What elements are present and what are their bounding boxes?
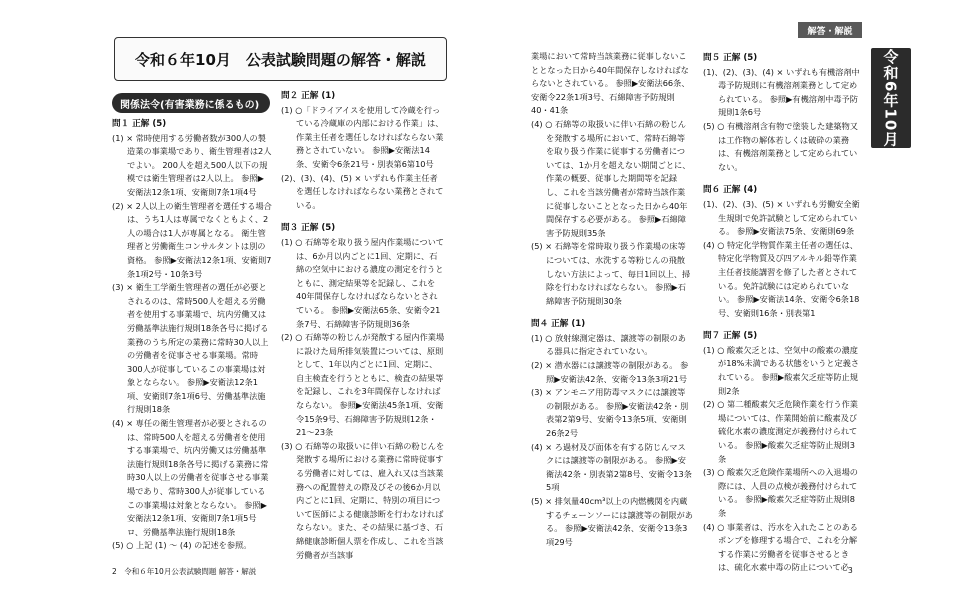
text-column-3 xyxy=(531,50,693,560)
question-heading: 問３ 正解 (5) xyxy=(281,223,336,234)
answer-paragraph: (5) × 排気量40cm³以上の内燃機関を内蔵するチェーンソーには譲渡等の制限がある。 参照▶安衛法42条、安衛令13条3項29号 xyxy=(531,496,693,547)
header-tag: 解答・解説 xyxy=(798,22,862,38)
answer-paragraph: (1)、(2)、(3)、(4) × いずれも有機溶剤中毒予防規則に有機溶剤業務として定められている。 参照▶有機溶剤中毒予防規則1条6号 xyxy=(703,66,860,118)
text-column-2 xyxy=(281,88,445,560)
answer-paragraph: (1) ○ 酸素欠乏とは、空気中の酸素の濃度が18%未満である状態をいうと定義されている。 参照▶酸素欠乏症等防止規則2条 xyxy=(703,344,860,396)
answer-paragraph: (4) ○ 事業者は、汚水を入れたことのあるポンプを修理する場合で、これを分解する作業に労働者を従事させるときは、硫化水素中毒の防止について必 xyxy=(703,521,858,573)
question-heading: 問５ 正解 (5) xyxy=(703,53,758,63)
answer-paragraph: (5) ○ 上記 (1) ～ (4) の記述を参照。 xyxy=(112,540,252,551)
answer-paragraph: (4) ○ 特定化学物質作業主任者の選任は、特定化学物質及び四アルキル鉛等作業主任者技能講習を修了した者とされている。免許試験には定められていない。 参照▶安衛法14条、安衛令6条18号、安衛則16条・別表第1 xyxy=(703,239,860,318)
text-column-1 xyxy=(112,116,272,560)
question-heading: 問２ 正解 (1) xyxy=(281,91,336,101)
answer-paragraph: (4) ○ 石綿等の取扱いに伴い石綿の粉じんを発散する場所において、常時石綿等を取り扱う作業に従事する労働者については、1か月を超えない期間ごとに、作業の概要、従事した期間等を記録し、これを当該労働者が常時当該作業に従事しないこととなった日から40年間保存する必要がある。 参照▶石綿障害予防規則35条 xyxy=(531,118,691,238)
answer-paragraph: 業場において常時当該業務に従事しないこととなった日から40年間保存しなければならないとされている。 参照▶安衛法66条、安衛令22条1項3号、石綿障害予防規則40・41条 xyxy=(531,51,690,116)
question-heading: 問４ 正解 (1) xyxy=(531,319,586,330)
answer-paragraph: (3) × アンモニア用防毒マスクには譲渡等の制限がある。 参照▶安衛法42条・別表第2第9号、安衛令13条5項、安衛則26条2号 xyxy=(531,387,689,439)
footer-left: 2 令和６年10月公表試験問題 解答・解説 xyxy=(112,567,257,576)
answer-paragraph: (1) ○ 石綿等を取り扱う屋内作業場については、6か月以内ごとに1回、定期に、石綿の空気中における濃度の測定を行うとともに、測定結果等を記録し、これを40年間保存しなければならないとされている。 参照▶安衛法65条、安衛令21条7号、石綿障害予防規則36条 xyxy=(281,236,444,329)
answer-paragraph: (3) × 衛生工学衛生管理者の選任が必要とされるのは、常時500人を超える労働者を使用する事業場で、坑内労働又は労働基準法施行規則18条各号に掲げる業務のうち所定の業務に常時30人以上の労働者を従事させる事業場。常時300人が従事しているこの事業場は対象とならない。 参照▶安衛法12条1項、安衛則7条1項6号、労働基準法施行規則18条 xyxy=(112,282,269,415)
answer-paragraph: (5) × 石綿等を常時取り扱う作業場の床等については、水洗する等粉じんの飛散しない方法によって、毎日1回以上、掃除を行わなければならない。 参照▶石綿障害予防規則30条 xyxy=(531,241,691,306)
answer-paragraph: (2) ○ 石綿等の粉じんが発散する屋内作業場に設けた局所排気装置については、原則として、1年以内ごとに1回、定期に、自主検査を行うとともに、検査の結果等を記録し、これを3年間保存しなければならない。 参照▶安衛法45条1項、安衛令15条9号、石綿障害予防規則12条・21～23条 xyxy=(281,332,445,438)
question-heading: 問７ 正解 (5) xyxy=(703,331,758,342)
section-heading: 関係法令(有害業務に係るもの) xyxy=(112,93,270,113)
answer-paragraph: (3) ○ 酸素欠乏危険作業場所への入退場の際には、人員の点検が義務付けられている。 参照▶酸素欠乏症等防止規則8条 xyxy=(703,467,858,518)
question-heading: 問６ 正解 (4) xyxy=(703,185,758,196)
answer-paragraph: (1) × 常時使用する労働者数が300人の製造業の事業場であり、衛生管理者は2人でよい。 200人を超え500人以下の規模では衛生管理者は2人以上。 参照▶安衛法12条1項、安衛則7条1項4号 xyxy=(112,132,272,197)
answer-paragraph: (1)、(2)、(3)、(5) × いずれも労働安全衛生規則で免許試験として定められている。 参照▶安衛法75条、安衛則69条 xyxy=(703,198,860,237)
answer-paragraph: (2)、(3)、(4)、(5) × いずれも作業主任者を選任しなければならない業務とされている。 xyxy=(281,172,444,210)
answer-paragraph: (4) × ろ過材及び面体を有する防じんマスクには譲渡等の制限がある。 参照▶安衛法42条・別表第2第8号、安衛令13条5項 xyxy=(531,441,692,493)
page-number: 3 xyxy=(848,566,853,575)
answer-paragraph: (2) × 潜水器には譲渡等の制限がある。 参照▶安衛法42条、安衛令13条3項21号 xyxy=(531,360,689,384)
page-title: 令和６年10月 公表試験問題の解答・解説 xyxy=(114,37,447,81)
answer-paragraph: (1) ○ 放射線測定器は、譲渡等の制限のある器具に指定されていない。 xyxy=(531,332,686,357)
answer-paragraph: (4) × 専任の衛生管理者が必要とされるのは、常時500人を超える労働者を使用する事業場で、坑内労働又は労働基準法施行規則18条各号に掲げる業務に常時30人以上の労働者を従事させる事業場であり、常時300人が従事しているこの事業場は対象とならない。 参照▶安衛法12条1項、安衛則7条1項5号ロ、労働基準法施行規則18条 xyxy=(112,418,269,537)
question-heading: 問１ 正解 (5) xyxy=(112,119,167,129)
side-tab: 令和6年10月 xyxy=(871,48,911,148)
answer-paragraph: (2) × 2人以上の衛生管理者を選任する場合は、うち1人は専属でなくともよく、2人の場合は1人が専属となる。 衛生管理者と労働衛生コンサルタントは別の資格。 参照▶安衛法12条1項、安衛則7条1項2号・10条3号 xyxy=(112,200,272,279)
answer-paragraph: (2) ○ 第二種酸素欠乏危険作業を行う作業場については、作業開始前に酸素及び硫化水素の濃度測定が義務付けられている。 参照▶酸素欠乏症等防止規則3条 xyxy=(703,399,858,464)
answer-paragraph: (5) ○ 有機溶剤含有物で塗装した建築物又は工作物の解体若しくは破砕の業務は、有機溶剤業務として定められていない。 xyxy=(703,120,858,172)
text-column-4 xyxy=(703,50,863,573)
answer-paragraph: (3) ○ 石綿等の取扱いに伴い石綿の粉じんを発散する場所における業務に常時従事する労働者に対しては、雇入れ又は当該業務への配置替えの際及びその後6か月以内ごとに1回、定期に、特別の項目について医師による健康診断を行わなければならない。また、その結果に基づき、石綿健康診断個人票を作成し、これを当該労働者が当該事 xyxy=(281,440,445,560)
answer-paragraph: (1) ○「ドライアイスを使用して冷蔵を行っている冷蔵庫の内部における作業」は、作業主任者を選任しなければならない業務とされていない。 参照▶安衛法14条、安衛令6条21号・別表第6第10号 xyxy=(281,104,444,169)
